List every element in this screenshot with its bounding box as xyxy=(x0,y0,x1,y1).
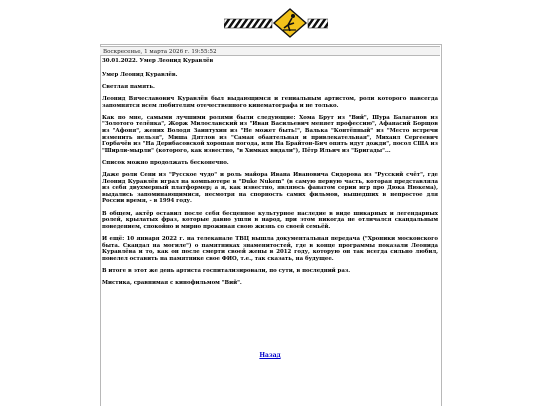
article-paragraph: Мистика, сравнимая с кинофильмом "Вий". xyxy=(102,280,242,287)
article-paragraph: В общем, актёр оставил после себя бесценное культурное наследие в виде шикарных и легендарных ролей, крылатых фраз, которые давно ушли в народ, при этом никогда не отличался скандальным поведением, спокойно и мирно проживая свою жизнь со своей семьёй. xyxy=(102,210,438,230)
article-title: 30.01.2022. Умер Леонид Куравлёв xyxy=(102,58,214,64)
article xyxy=(102,58,438,292)
article-paragraph: В итоге в этот же день артиста госпитализировали, по сути, в последний раз. xyxy=(102,268,351,274)
back-link-container xyxy=(0,352,540,359)
under-construction-banner xyxy=(224,7,328,39)
current-date: Воскресенье, 1 марта 2026 г. 19:55:52 xyxy=(100,46,440,56)
article-paragraph: Умер Леонид Куравлёв. xyxy=(102,71,178,78)
article-paragraph: Светлая память. xyxy=(102,83,155,90)
article-paragraph: Список можно продолжать бесконечно. xyxy=(102,159,229,166)
article-paragraph: Леонид Вячеславович Куравлёв был выдающимся и гениальным артистом, роли которого навсегда запомнятся всем любителям отечественного кинематографа и не только. xyxy=(102,95,438,109)
article-paragraph: Как по мне, самыми лучшими ролями были следующие: Хома Брут из "Вий", Шура Балаганов из "Золотого телёнка", Жорж Милославский из "Иван Васильевич меняет профессию", Афанасий Борщов из "Афоня", жених Володя Заинтухин из "Не может быть!", Валька "Контёпный" из "Место встречи изменить нельзя", Миша Дятлов из "Самая обаятельная и привлекательная", Михаил Сергеевич Горбачёв из "На Дерибасовской хорошая погода, или На Брайтон-Бич опять идут дожди", посол США из "Ширли-мырли" (которого, как известно, "в Химках видали"), Пётр Ильич из "Бригады"... xyxy=(102,114,438,154)
article-paragraph: И ещё: 10 января 2022 г. на телеканале ТВЦ вышла документальная передача ("Хроники московского быта. Скандал на могиле") о памятниках знаменитостей, где в конце программы показали Леонида Куравлёва и то, как он после смерти своей жены в 2012 году, которую он так всегда сильно любил, повелел оставить на памятнике свое ФИО, т.е., так сказать, на будущее. xyxy=(102,236,438,262)
article-paragraph: Даже роли Сени из "Русское чудо" и роль майора Ивана Ивановича Сидорова из "Русский счёт", где Леонид Куравлёв играл на компьютере в "Duke Nukem" (в самую первую часть, которая представляла из себя двухмерный платформер; а я, как известно, являюсь фанатом серии игр про Дюка Нюкема), выдались запоминающимися, несмотря на спорность самих фильмов, вышедших в непростое для России время, - в 1994 году. xyxy=(102,172,438,205)
back-link[interactable]: Назад xyxy=(259,352,281,359)
worker-sign-icon xyxy=(224,7,328,39)
